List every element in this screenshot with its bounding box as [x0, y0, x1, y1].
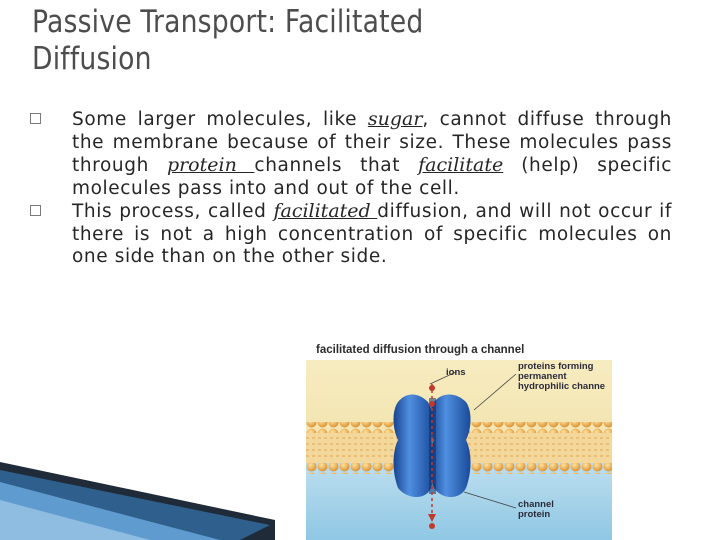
label-proteins-line-3: hydrophilic channe — [518, 381, 606, 392]
keyword-facilitate: facilitate — [418, 154, 504, 176]
bullet-box-icon — [30, 205, 41, 216]
corner-decoration — [0, 0, 300, 540]
bullet-list — [30, 108, 672, 269]
bullet1-text-4: (help) specific molecules pass into and out of the cell. — [72, 155, 673, 199]
label-proteins-forming — [518, 362, 605, 392]
label-channel-line-2: protein — [518, 509, 551, 520]
slide-title — [32, 4, 548, 78]
bullet-item — [30, 200, 672, 269]
bullet2-text-2: diffusion, and will not occur if there is not a high concentration of specific molecules on one side than on the other side. — [72, 201, 672, 267]
title-line-1: Passive Transport: Facilitated — [32, 4, 424, 40]
title-line-2: Diffusion — [32, 41, 152, 78]
bullet1-text-3: channels that — [254, 155, 419, 176]
label-proteins-line-2: permanent — [518, 371, 567, 382]
label-channel-protein — [518, 500, 554, 520]
label-channel-line-1: channel — [518, 499, 554, 510]
bullet1-text-1: Some larger molecules, like — [72, 109, 368, 130]
facilitated-diffusion-figure — [306, 340, 612, 540]
bullet2-text-1: This process, called — [72, 201, 274, 222]
keyword-facilitated: facilitated — [273, 200, 378, 222]
label-ions: ions — [446, 367, 466, 378]
bullet-item — [30, 108, 672, 200]
bullet1-text-2: , cannot diffuse through the membrane because of their size. These molecules pass through — [72, 109, 672, 176]
label-proteins-line-1: proteins forming — [518, 361, 594, 372]
keyword-protein: protein — [166, 154, 255, 176]
keyword-sugar: sugar — [367, 108, 423, 130]
bullet-box-icon — [30, 113, 41, 124]
figure-title: facilitated diffusion through a channel — [316, 344, 525, 356]
